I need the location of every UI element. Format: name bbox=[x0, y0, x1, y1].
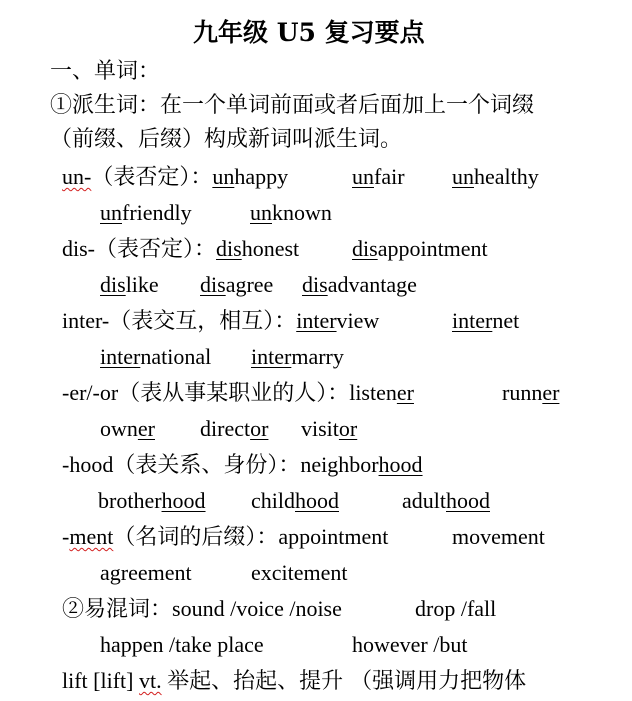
word-runner: runner bbox=[502, 380, 560, 405]
word-intermarry: intermarry bbox=[251, 344, 344, 369]
lift-pos: vt. bbox=[139, 668, 162, 693]
suffix-er-line bbox=[62, 378, 414, 409]
word-childhood: childhood bbox=[251, 488, 339, 513]
prefix-dis: dis- bbox=[62, 236, 95, 261]
section-heading-words: 一、单词： bbox=[50, 59, 161, 84]
prefix-inter-desc: （表交互，相互）： bbox=[109, 309, 297, 334]
word-excitement: excitement bbox=[251, 560, 348, 585]
word-disappointment: disappointment bbox=[352, 236, 488, 261]
word-owner: owner bbox=[100, 416, 155, 441]
suffix-er-desc: （表从事某职业的人）： bbox=[118, 381, 350, 406]
word-unhealthy: unhealthy bbox=[452, 164, 539, 189]
prefix-un-desc: （表否定）： bbox=[91, 165, 213, 190]
derived-definition-line2: （前缀、后缀）构成新词叫派生词。 bbox=[50, 127, 403, 152]
page-title: 九年级 U5 复习要点 bbox=[193, 18, 425, 47]
word-dishonest: dishonest bbox=[216, 236, 300, 261]
lift-entry bbox=[62, 666, 526, 697]
suffix-ment-desc: （名词的后缀）： bbox=[113, 525, 279, 550]
suffix-hood-desc: （表关系、身份）： bbox=[113, 453, 301, 478]
confusable-pair-drop: drop /fall bbox=[415, 596, 497, 621]
confusable-pair-however: however /but bbox=[352, 632, 468, 657]
word-disagree: disagree bbox=[200, 272, 274, 297]
prefix-inter: inter- bbox=[62, 308, 110, 333]
word-internet: internet bbox=[452, 308, 520, 333]
word-listener: listener bbox=[349, 380, 414, 405]
prefix-un: un- bbox=[62, 164, 92, 189]
word-director: director bbox=[200, 416, 269, 441]
word-international: international bbox=[100, 344, 212, 369]
word-agreement: agreement bbox=[100, 560, 192, 585]
word-movement: movement bbox=[452, 524, 545, 549]
word-disadvantage: disadvantage bbox=[302, 272, 417, 297]
suffix-hood: -hood bbox=[62, 452, 114, 477]
word-dislike: dislike bbox=[100, 272, 159, 297]
prefix-inter-line bbox=[62, 306, 379, 337]
prefix-dis-desc: （表否定）： bbox=[95, 237, 217, 262]
lift-meaning: 举起、抬起、提升 （强调用力把物体 bbox=[167, 669, 527, 694]
prefix-un-line bbox=[62, 162, 288, 193]
word-brotherhood: brotherhood bbox=[98, 488, 206, 513]
suffix-ment-line: -ment（名词的后缀）：appointment bbox=[62, 524, 389, 550]
confusable-pair-sound: sound /voice /noise bbox=[172, 596, 342, 621]
word-interview: interview bbox=[296, 308, 380, 333]
word-unfriendly: unfriendly bbox=[100, 200, 192, 225]
suffix-er: -er/-or bbox=[62, 380, 119, 405]
word-unhappy: unhappy bbox=[212, 164, 289, 189]
confusable-pair-happen: happen /take place bbox=[100, 632, 264, 657]
word-adulthood: adulthood bbox=[402, 488, 490, 513]
confusable-line bbox=[62, 594, 342, 625]
confusable-label: ②易混词： bbox=[62, 597, 173, 622]
word-visitor: visitor bbox=[301, 416, 358, 441]
suffix-hood-line bbox=[62, 450, 423, 481]
word-neighborhood: neighborhood bbox=[300, 452, 423, 477]
word-appointment: appointment bbox=[278, 524, 389, 549]
derived-definition-line1: ①派生词：在一个单词前面或者后面加上一个词缀 bbox=[50, 93, 535, 118]
prefix-dis-line bbox=[62, 234, 299, 265]
word-unfair: unfair bbox=[352, 164, 405, 189]
suffix-ment: ment bbox=[69, 524, 114, 549]
word-unknown: unknown bbox=[250, 200, 332, 225]
lift-phonetic: [lift] bbox=[93, 668, 134, 693]
lift-word: lift bbox=[62, 668, 88, 693]
